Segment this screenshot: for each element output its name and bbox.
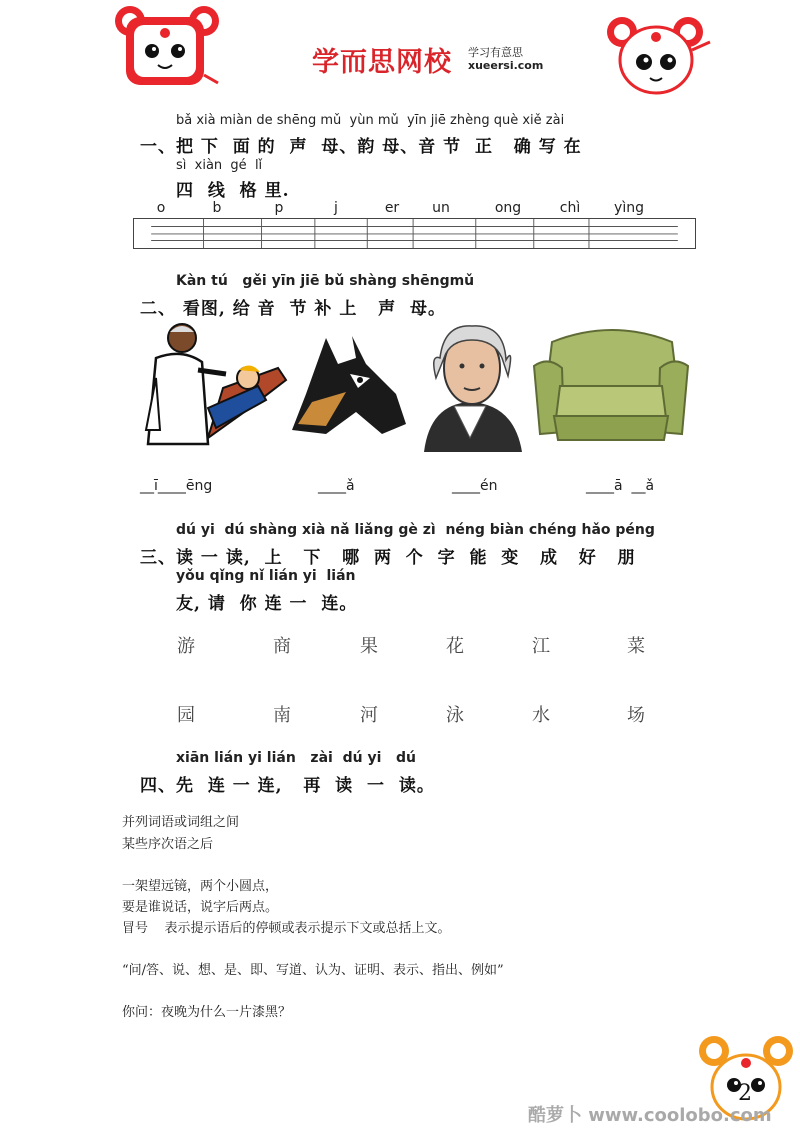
note-line: “问/答、说、想、是、即、写道、认为、证明、表示、指出、例如” bbox=[122, 963, 504, 978]
page-number: 2 bbox=[738, 1081, 752, 1106]
section2-pinyin: Kàn tú gěi yīn jiē bǔ shàng shēngmǔ bbox=[176, 273, 475, 289]
connect-word-bottom[interactable]: 场 bbox=[627, 705, 645, 726]
grid-label: un bbox=[432, 200, 450, 216]
watermark: 酷萝卜 www.coolobo.com bbox=[528, 1105, 772, 1126]
note-line: 某些序次语之后 bbox=[122, 837, 214, 852]
section3-pinyin-line2: yǒu qǐng nǐ lián yi lián bbox=[176, 568, 356, 584]
grid-label: ong bbox=[494, 200, 522, 216]
section3-title-line2: 友, 请 你 连 一 连。 bbox=[176, 594, 358, 614]
note-line: 并列词语或词组之间 bbox=[122, 815, 240, 830]
connect-word-top[interactable]: 菜 bbox=[627, 636, 645, 657]
mascot-left-icon bbox=[112, 3, 222, 93]
connect-word-bottom[interactable]: 南 bbox=[273, 705, 291, 726]
section4-title: 四、先 连 一 连, 再 读 一 读。 bbox=[140, 776, 435, 796]
note-line: 要是谁说话，说字后两点。 bbox=[122, 900, 279, 915]
connect-word-top[interactable]: 果 bbox=[360, 636, 378, 657]
connect-word-bottom[interactable]: 水 bbox=[532, 705, 550, 726]
section2-title: 二、 看图, 给 音 节 补 上 声 母。 bbox=[140, 299, 446, 319]
note-line: 一架望远镜，两个小圆点， bbox=[122, 879, 279, 894]
grid-label: b bbox=[212, 200, 222, 216]
dentist-picture-icon bbox=[138, 318, 288, 452]
section2-blank[interactable]: ____ā __ǎ bbox=[586, 478, 655, 494]
section1-title-line1: 一、把 下 面 的 声 母、韵 母、音 节 正 确 写 在 bbox=[140, 137, 582, 157]
washington-portrait-icon bbox=[410, 318, 534, 452]
brand-title: 学而思网校 bbox=[312, 47, 452, 78]
section3-title-line1: 三、读 一 读, 上 下 哪 两 个 字 能 变 成 好 朋 bbox=[140, 548, 636, 568]
grid-label: er bbox=[384, 200, 400, 216]
connect-word-bottom[interactable]: 园 bbox=[177, 705, 195, 726]
section2-blank[interactable]: ____én bbox=[452, 478, 498, 494]
grid-label: o bbox=[156, 200, 166, 216]
section1-title-line2: 四 线 格 里. bbox=[176, 181, 290, 201]
connect-word-bottom[interactable]: 泳 bbox=[446, 705, 464, 726]
mascot-right-icon bbox=[606, 10, 716, 100]
grid-label: yìng bbox=[614, 200, 644, 216]
connect-word-top[interactable]: 游 bbox=[177, 636, 195, 657]
note-line: 冒号 表示提示语后的停顿或表示提示下文或总括上文。 bbox=[122, 921, 451, 936]
connect-word-top[interactable]: 商 bbox=[273, 636, 291, 657]
grid-label: j bbox=[334, 200, 338, 216]
brand-domain: xueersi.com bbox=[468, 59, 544, 72]
four-line-writing-grid bbox=[133, 218, 696, 249]
section1-pinyin-line1: bǎ xià miàn de shēng mǔ yùn mǔ yīn jiē zhèng què xiě zài bbox=[176, 113, 565, 128]
sofa-picture-icon bbox=[532, 322, 690, 448]
section2-blank[interactable]: ____ǎ bbox=[318, 478, 355, 494]
grid-label: chì bbox=[559, 200, 581, 216]
connect-word-bottom[interactable]: 河 bbox=[360, 705, 378, 726]
section4-pinyin: xiān lián yi lián zài dú yi dú bbox=[176, 750, 416, 766]
horse-picture-icon bbox=[286, 334, 410, 444]
connect-word-top[interactable]: 花 bbox=[446, 636, 464, 657]
section3-pinyin-line1: dú yi dú shàng xià nǎ liǎng gè zì néng biàn chéng hǎo péng bbox=[176, 522, 655, 538]
grid-label: p bbox=[274, 200, 284, 216]
connect-word-top[interactable]: 江 bbox=[532, 636, 550, 657]
note-line: 你问：夜晚为什么一片漆黑？ bbox=[122, 1005, 292, 1020]
brand-slogan: 学习有意思 bbox=[468, 46, 523, 59]
section2-blank[interactable]: __ī____ēng bbox=[140, 478, 213, 494]
section1-pinyin-line2: sì xiàn gé lǐ bbox=[176, 158, 263, 173]
